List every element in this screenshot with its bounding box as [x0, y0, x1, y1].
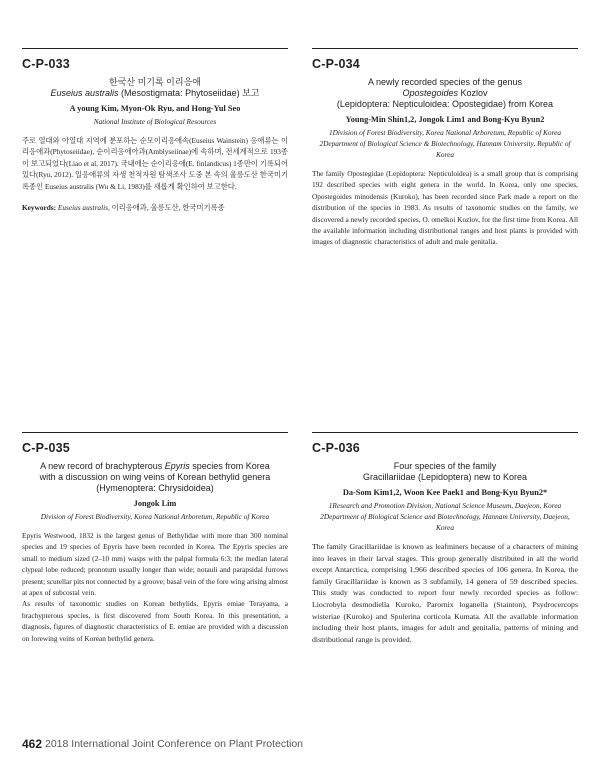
- keywords-rest: , 이리응애과, 울릉도산, 한국미기록종: [107, 203, 225, 213]
- keywords-taxon: Euseius australis: [57, 203, 108, 213]
- abstract-title: [312, 461, 578, 483]
- abstract-c-p-035: [22, 432, 288, 644]
- abstract-code: C-P-036: [312, 441, 360, 455]
- keywords: [22, 202, 288, 213]
- abstract-c-p-036: [312, 432, 578, 645]
- abstract-code: C-P-033: [22, 57, 70, 71]
- title-line-3: (Lepidoptera: Nepticuloidea: Opostegidae) from Korea: [336, 99, 554, 109]
- section-rule: [22, 48, 288, 49]
- body-paragraph: The family Gracillariidae is known as leafminers because of a characters of mining into leaves in their larval stages. This group generally distributed in all the world except Antarctica, comprising 1,966 described species of 106 genera. In Korea, the family Gracillariidae is known as 3 subfamily, 14 genera of 59 described species. This study was conducted to report four newly recorded species as follow: Liocrobyla desmodiella Kuroko, Parornix loganella (Stainton), Psydrocercops wisteriae (Kuroko) and Spulerina corticola Kumata. All the available information including their host plants, images for adult and genitalia, patterns of mining and distributional range is provided.: [312, 542, 578, 644]
- keywords-label: Keywords:: [22, 203, 57, 213]
- body-paragraph-2: As results of taxonomic studies on Korean bethylids, Epyris emiae Terayama, a brachypterous species, is first discovered from South Korea. In this presentation, a diagnosis, figures of diagnostic characteristics of E. emiae are provided with a discussion on forewing veins of Korean bethylid genera.: [22, 599, 288, 643]
- body-paragraph-1: Epyris Westwood, 1832 is the largest genus of Bethylidae with more than 300 nominal species and 19 species of Epyris have been recorded in Korea. The Epyris species are small to medium sized (2–10 mm) wasps with the palpal formula 6:3; the median lateral clypeal lobe reduced; pronotum usually longer than wide; notauli and parapsidal furrows present; scutellar pits not connected by a groove; basal vein of the fore wing arising almost at apex of subcostal vein.: [22, 531, 288, 598]
- title-line-2: [312, 88, 578, 99]
- affiliation-1: 1Research and Promotion Division, National Science Museum, Daejeon, Korea: [328, 501, 562, 510]
- abstract-body: [22, 530, 288, 644]
- abstract-code: C-P-034: [312, 57, 360, 71]
- section-rule: [312, 432, 578, 433]
- abstract-title: [22, 77, 288, 99]
- title-part-b: species from Korea: [189, 461, 270, 471]
- body-paragraph: The family Opostegidae (Lepidoptera: Nepticuloidea) is a small group that is comprising 192 described species with eight genera in the world. In Korea, only one species, Opostegoides minodensis (Kuroko), has been recorded since Park made a report on the distribution of the species in 1983. As results of taxonomic studies on the family, we discovered a newly recorded species, O. omelkoi Kozlov, for the first time from Korea. All the available information including distributional ranges and host plants is provided with images of diagnostic characteristics of adult and male genitalia.: [312, 169, 578, 247]
- affiliation: National Institute of Biological Resources: [93, 117, 217, 126]
- authors: Da-Som Kim1,2, Woon Kee Paek1 and Bong-Kyu Byun2*: [342, 488, 548, 497]
- authors: Young-Min Shin1,2, Jongok Lim1 and Bong-Kyu Byun2: [345, 115, 545, 124]
- conference-name: 2018 International Joint Conference on Plant Protection: [45, 738, 304, 750]
- abstract-c-p-034: [312, 48, 578, 248]
- section-rule: [22, 432, 288, 433]
- affiliation: Division of Forest Biodiversity, Korea National Arboretum, Republic of Korea: [40, 512, 270, 521]
- authors: Jongok Lim: [133, 499, 177, 508]
- abstract-c-p-033: [22, 48, 288, 213]
- abstract-body: [22, 135, 288, 192]
- abstract-body: [312, 541, 578, 645]
- section-rule: [312, 48, 578, 49]
- title-line-1: A newly recorded species of the genus: [367, 77, 523, 87]
- abstract-title: [312, 77, 578, 110]
- title-line-1: [22, 461, 288, 472]
- title-rest: (Mesostigmata: Phytoseiidae) 보고: [118, 88, 260, 98]
- title-genus: Opostegoides: [402, 88, 459, 98]
- title-line-3: (Hymenoptera: Chrysidoidea): [96, 483, 214, 493]
- title-english: [22, 88, 288, 99]
- title-genus: Epyris: [164, 461, 190, 471]
- page-number: 462: [22, 737, 43, 751]
- authors: A young Kim, Myon-Ok Ryu, and Hong-Yul Seo: [69, 104, 241, 113]
- title-author: Kozlov: [458, 88, 488, 98]
- affiliation-1: 1Division of Forest Biodiversity, Korea National Arboretum, Republic of Korea: [328, 128, 562, 137]
- affiliation-2: 2Department of Biological Science & Biotechnology, Hannam University, Republic of Korea: [319, 139, 571, 159]
- abstract-title: [22, 461, 288, 494]
- title-line-2: with a discussion on wing veins of Korean bethylid genera: [39, 472, 271, 482]
- abstract-body: [312, 168, 578, 248]
- title-korean: 한국산 미기록 이리응애: [109, 77, 201, 87]
- abstract-code: C-P-035: [22, 441, 70, 455]
- title-part-a: A new record of brachypterous: [40, 461, 165, 471]
- affiliation-2: 2Department of Biological Science and Biotechnology, Hannam University, Daejeon, Korea: [320, 512, 570, 532]
- title-taxon: Euseius australis: [50, 88, 119, 98]
- title-line-1: Four species of the family: [393, 461, 497, 471]
- title-line-2: Gracillariidae (Lepidoptera) new to Korea: [362, 472, 528, 482]
- body-paragraph: 주로 열대와 아열대 지역에 분포하는 순모이리응애속(Euseius Wainstein) 응애류는 이리응애과(Phytoseiidae), 순이리응애아과(Amblyseiinae)에 속하며, 전세계적으로 193종이 보고되었다(Liao et al, 2017). 국내에는 순이리응애(E. finlandicus) 1종만이 기록되어 있다(Ryu, 2012). 일응애류의 자생 천적자원 탐색조사 도중 본 속의 울릉도산 한국미기록종인 Euseius australis (Wu & Li, 1983)를 새롭게 확인하여 보고한다.: [22, 136, 288, 191]
